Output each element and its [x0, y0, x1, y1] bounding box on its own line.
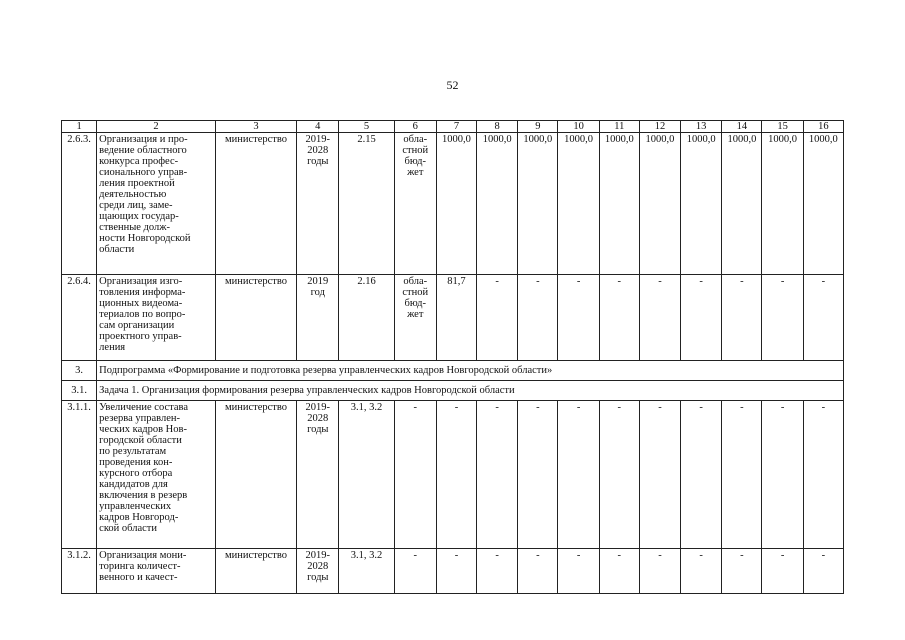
section-id: 3. [62, 361, 97, 381]
period-line: год [310, 287, 325, 298]
header-cell-4: 4 [297, 121, 339, 133]
activity-name-line: среди лиц, заме- [99, 200, 173, 211]
activity-name-line: венного и качест- [99, 572, 178, 583]
funding-value: - [639, 549, 680, 594]
activity-name-line: области [99, 244, 135, 255]
indicator: 3.1, 3.2 [339, 549, 394, 594]
section-id: 3.1. [62, 381, 97, 401]
funding-source-line: стной [402, 145, 429, 156]
funding-value: - [518, 549, 558, 594]
row-id: 3.1.2. [62, 549, 97, 594]
funding-value: - [477, 401, 518, 549]
funding-value: - [681, 401, 722, 549]
activity-name-line: управленческих [99, 501, 172, 512]
funding-source-line: жет [407, 309, 424, 320]
funding-value: - [681, 549, 722, 594]
table-body [62, 121, 844, 594]
table-row [62, 133, 844, 275]
funding-value: 1000,0 [639, 133, 680, 275]
header-cell-1: 1 [62, 121, 97, 133]
activity-name-line: проведения кон- [99, 457, 173, 468]
funding-value: - [558, 549, 599, 594]
funding-value: 1000,0 [558, 133, 599, 275]
funding-value: 81,7 [436, 275, 476, 361]
header-cell-9: 9 [518, 121, 558, 133]
activity-name-line: ственные долж- [99, 222, 171, 233]
activity-name-line: ления [99, 342, 126, 353]
funding-value: - [762, 275, 803, 361]
indicator: 3.1, 3.2 [339, 401, 394, 549]
section-row [62, 381, 844, 401]
funding-value: 1000,0 [803, 133, 843, 275]
activity-name-line: Организация изго- [99, 276, 183, 287]
header-cell-12: 12 [639, 121, 680, 133]
funding-source-line: бюд- [404, 156, 426, 167]
header-cell-7: 7 [436, 121, 476, 133]
indicator: 2.16 [339, 275, 394, 361]
period-line: 2019 [307, 276, 329, 287]
activity-name-line: сам организации [99, 320, 175, 331]
executor: министерство [215, 275, 296, 361]
activity-name-line: деятельностью [99, 189, 167, 200]
header-cell-2: 2 [97, 121, 216, 133]
funding-value: - [599, 401, 639, 549]
funding-source [394, 401, 436, 549]
period-line: 2019- [305, 402, 331, 413]
header-cell-10: 10 [558, 121, 599, 133]
funding-value: 1000,0 [722, 133, 762, 275]
funding-source [394, 133, 436, 275]
executor: министерство [215, 549, 296, 594]
funding-value: - [436, 401, 476, 549]
activity-name [97, 549, 216, 594]
activity-name-line: торинга количест- [99, 561, 181, 572]
activity-name-line: по результатам [99, 446, 167, 457]
funding-value: - [722, 549, 762, 594]
period [297, 133, 339, 275]
funding-value: - [681, 275, 722, 361]
activity-name-line: товления информа- [99, 287, 186, 298]
funding-value: 1000,0 [436, 133, 476, 275]
activity-name-line: сионального управ- [99, 167, 188, 178]
activity-name [97, 275, 216, 361]
page-number: 52 [446, 78, 459, 92]
header-cell-15: 15 [762, 121, 803, 133]
activity-name-line: Увеличение состава [99, 402, 188, 413]
funding-source-line: стной [402, 287, 429, 298]
funding-source-line: обла- [403, 276, 428, 287]
funding-value: - [722, 401, 762, 549]
header-cell-3: 3 [215, 121, 296, 133]
funding-source-line: - [413, 550, 417, 561]
activity-name-line: ской области [99, 523, 157, 534]
period-line: 2019- [305, 134, 331, 145]
funding-value: - [558, 401, 599, 549]
section-row [62, 361, 844, 381]
period-line: годы [307, 156, 329, 167]
activity-name-line: териалов по вопро- [99, 309, 186, 320]
activity-name-line: конкурса профес- [99, 156, 179, 167]
activity-name-line: проектного управ- [99, 331, 182, 342]
funding-value: - [803, 275, 843, 361]
period [297, 549, 339, 594]
funding-value: - [639, 275, 680, 361]
funding-value: - [518, 275, 558, 361]
funding-value: - [599, 549, 639, 594]
funding-value: - [436, 549, 476, 594]
indicator: 2.15 [339, 133, 394, 275]
header-row [62, 121, 844, 133]
period-line: годы [307, 572, 329, 583]
header-cell-13: 13 [681, 121, 722, 133]
funding-source [394, 549, 436, 594]
activity-name [97, 401, 216, 549]
funding-value: - [803, 401, 843, 549]
activity-name-line: ности Новгородской [99, 233, 191, 244]
activity-name-line: ления проектной [99, 178, 175, 189]
activity-name-line: Организация и про- [99, 134, 188, 145]
row-id: 2.6.3. [62, 133, 97, 275]
activity-name-line: Организация мони- [99, 550, 187, 561]
header-cell-6: 6 [394, 121, 436, 133]
activity-name-line: городской области [99, 435, 182, 446]
funding-value: - [477, 549, 518, 594]
activity-name-line: щающих государ- [99, 211, 179, 222]
row-id: 3.1.1. [62, 401, 97, 549]
activity-name-line: ционных видеома- [99, 298, 183, 309]
funding-value: - [762, 549, 803, 594]
funding-value: - [477, 275, 518, 361]
header-cell-11: 11 [599, 121, 639, 133]
table-row [62, 401, 844, 549]
activity-name-line: резерва управлен- [99, 413, 180, 424]
period-line: годы [307, 424, 329, 435]
funding-value: - [722, 275, 762, 361]
header-cell-14: 14 [722, 121, 762, 133]
funding-value: - [762, 401, 803, 549]
executor: министерство [215, 401, 296, 549]
table-row [62, 275, 844, 361]
funding-source-line: обла- [403, 134, 428, 145]
period-line: 2028 [307, 561, 329, 572]
funding-source [394, 275, 436, 361]
funding-value: - [803, 549, 843, 594]
period-line: 2028 [307, 145, 329, 156]
table-row [62, 549, 844, 594]
funding-value: 1000,0 [477, 133, 518, 275]
header-cell-5: 5 [339, 121, 394, 133]
section-title: Задача 1. Организация формирования резерва управленческих кадров Новгородской области [97, 381, 844, 401]
funding-value: 1000,0 [599, 133, 639, 275]
funding-value: - [558, 275, 599, 361]
activity-name-line: кандидатов для [99, 479, 168, 490]
funding-value: 1000,0 [518, 133, 558, 275]
activity-name-line: ческих кадров Нов- [99, 424, 187, 435]
activity-name-line: кадров Новгород- [99, 512, 179, 523]
funding-value: - [518, 401, 558, 549]
executor: министерство [215, 133, 296, 275]
funding-value: - [639, 401, 680, 549]
program-table [61, 120, 844, 594]
section-title: Подпрограмма «Формирование и подготовка резерва управленческих кадров Новгородской области» [97, 361, 844, 381]
period [297, 401, 339, 549]
activity-name-line: курсного отбора [99, 468, 173, 479]
funding-value: - [599, 275, 639, 361]
activity-name-line: ведение областного [99, 145, 187, 156]
funding-value: 1000,0 [681, 133, 722, 275]
funding-source-line: бюд- [404, 298, 426, 309]
row-id: 2.6.4. [62, 275, 97, 361]
header-cell-16: 16 [803, 121, 843, 133]
period-line: 2019- [305, 550, 331, 561]
funding-source-line: жет [407, 167, 424, 178]
activity-name [97, 133, 216, 275]
funding-source-line: - [413, 402, 417, 413]
period-line: 2028 [307, 413, 329, 424]
funding-value: 1000,0 [762, 133, 803, 275]
header-cell-8: 8 [477, 121, 518, 133]
period [297, 275, 339, 361]
activity-name-line: включения в резерв [99, 490, 188, 501]
